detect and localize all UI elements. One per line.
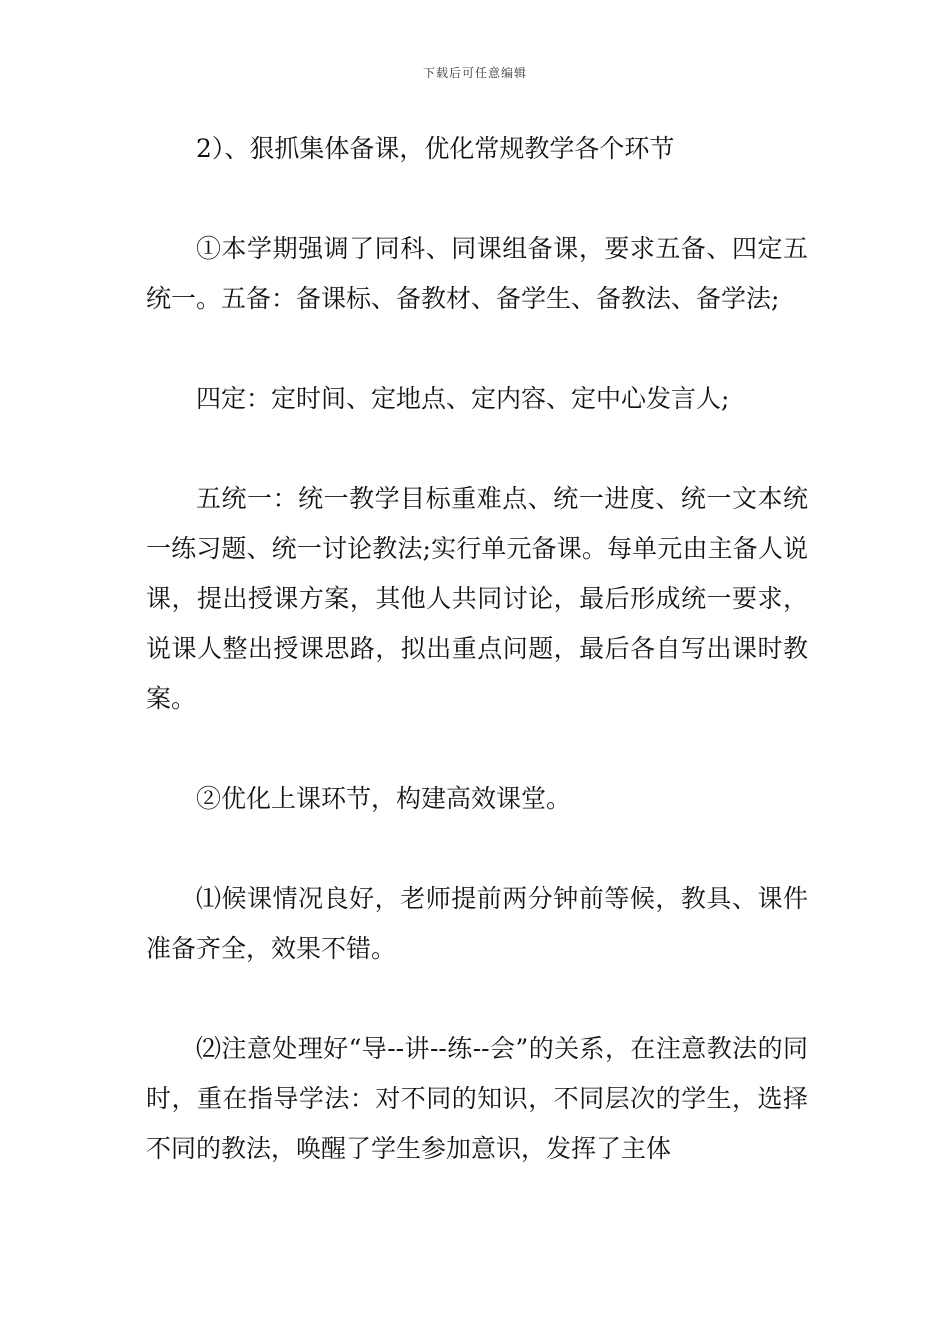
paragraph-five-unified: 五统一：统一教学目标重难点、统一进度、统一文本统一练习题、统一讨论教法;实行单元备课。每单元由主备人说课，提出授课方案，其他人共同讨论，最后形成统一要求，说课人整出授课思路，拟出重点问题，最后各自写出课时教案。 (146, 484, 808, 713)
paragraph-four-fixed: 四定：定时间、定地点、定内容、定中心发言人; (196, 384, 730, 413)
page-header: 下载后可任意编辑 (422, 66, 527, 80)
document-body (146, 124, 808, 1224)
paragraph-waiting-class: ⑴候课情况良好，老师提前两分钟前等候，教具、课件准备齐全，效果不错。 (146, 884, 808, 963)
paragraph-optimize-class: ②优化上课环节，构建高效课堂。 (196, 784, 572, 813)
paragraph-guide-relationship: ⑵注意处理好“导--讲--练--会”的关系，在注意教法的同时，重在指导学法：对不同的知识，不同层次的学生，选择不同的教法，唤醒了学生参加意识，发挥了主体 (146, 1034, 808, 1163)
section-heading: 2）、狠抓集体备课，优化常规教学各个环节 (196, 134, 675, 163)
paragraph-five-preparations: ①本学期强调了同科、同课组备课，要求五备、四定五统一。五备：备课标、备教材、备学生、备教法、备学法; (146, 234, 808, 313)
